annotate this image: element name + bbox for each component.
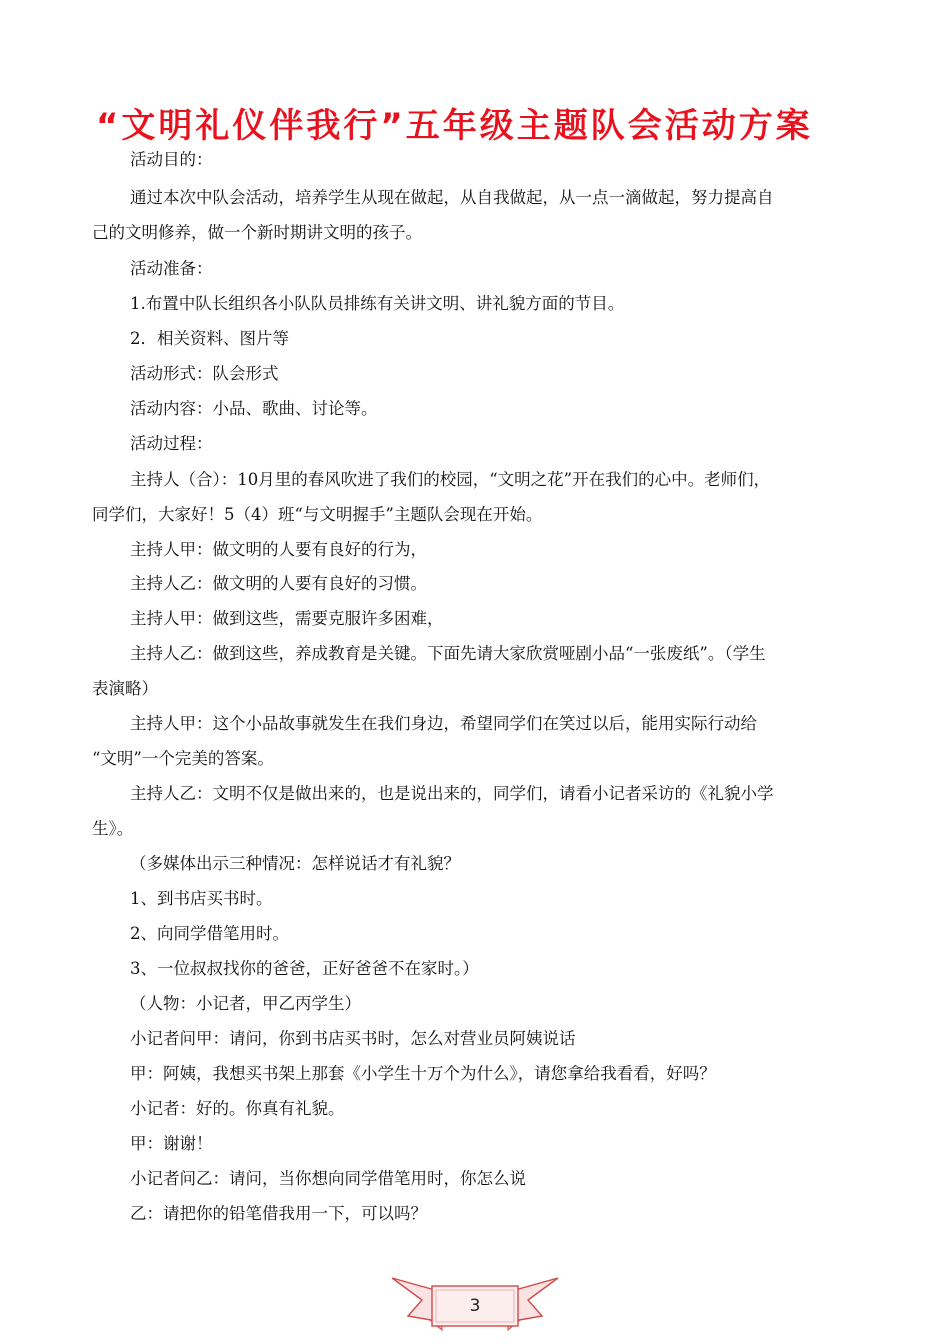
paragraph-line: （多媒体出示三种情况：怎样说话才有礼貌？ <box>130 854 460 873</box>
paragraph-line: 同学们，大家好！5（4）班“与文明握手”主题队会现在开始。 <box>92 505 543 524</box>
paragraph-line: 2、向同学借笔用时。 <box>130 924 289 943</box>
paragraph-line: 己的文明修养，做一个新时期讲文明的孩子。 <box>92 223 422 242</box>
paragraph-line: 通过本次中队会活动，培养学生从现在做起，从自我做起，从一点一滴做起，努力提高自 <box>130 188 774 207</box>
section-heading-process: 活动过程： <box>130 434 213 453</box>
paragraph-line: （人物：小记者，甲乙丙学生） <box>130 994 361 1013</box>
page-number: 3 <box>469 1296 481 1316</box>
paragraph-line: 主持人（合）：10月里的春风吹进了我们的校园，“文明之花”开在我们的心中。老师们， <box>130 470 771 489</box>
paragraph-line: 1、到书店买书时。 <box>130 889 273 908</box>
paragraph-line: 主持人乙：做到这些，养成教育是关键。下面先请大家欣赏哑剧小品“一张废纸”。（学生 <box>130 644 766 663</box>
paragraph-line: 主持人乙：做文明的人要有良好的习惯。 <box>130 574 427 593</box>
paragraph-line: 3、一位叔叔找你的爸爸，正好爸爸不在家时。） <box>130 959 479 978</box>
paragraph-line: 主持人甲：做到这些，需要克服许多困难， <box>130 609 444 628</box>
section-heading-content: 活动内容：小品、歌曲、讨论等。 <box>130 399 378 418</box>
paragraph-line: 甲：谢谢！ <box>130 1134 213 1153</box>
section-heading-purpose: 活动目的： <box>130 150 213 169</box>
paragraph-line: 生》。 <box>92 819 134 838</box>
paragraph-line: “文明”一个完美的答案。 <box>92 749 274 768</box>
paragraph-line: 小记者：好的。你真有礼貌。 <box>130 1099 345 1118</box>
paragraph-line: 甲：阿姨，我想买书架上那套《小学生十万个为什么》，请您拿给我看看，好吗？ <box>130 1064 716 1083</box>
section-heading-form: 活动形式：队会形式 <box>130 364 279 383</box>
document-title: “文明礼仪伴我行”五年级主题队会活动方案 <box>96 106 813 146</box>
paragraph-line: 主持人甲：这个小品故事就发生在我们身边，希望同学们在笑过以后，能用实际行动给 <box>130 714 757 733</box>
paragraph-line: 小记者问甲：请问，你到书店买书时，怎么对营业员阿姨说话 <box>130 1029 576 1048</box>
paragraph-line: 表演略） <box>92 679 158 698</box>
paragraph-line: 主持人甲：做文明的人要有良好的行为， <box>130 540 427 559</box>
paragraph-line: 主持人乙：文明不仅是做出来的，也是说出来的，同学们，请看小记者采访的《礼貌小学 <box>130 784 774 803</box>
paragraph-line: 1.布置中队长组织各小队队员排练有关讲文明、讲礼貌方面的节目。 <box>130 294 625 313</box>
paragraph-line: 小记者问乙：请问，当你想向同学借笔用时，你怎么说 <box>130 1169 526 1188</box>
paragraph-line: 2．相关资料、图片等 <box>130 329 289 348</box>
paragraph-line: 乙：请把你的铅笔借我用一下，可以吗？ <box>130 1204 427 1223</box>
page-number-ribbon <box>390 1272 560 1340</box>
section-heading-preparation: 活动准备： <box>130 259 213 278</box>
